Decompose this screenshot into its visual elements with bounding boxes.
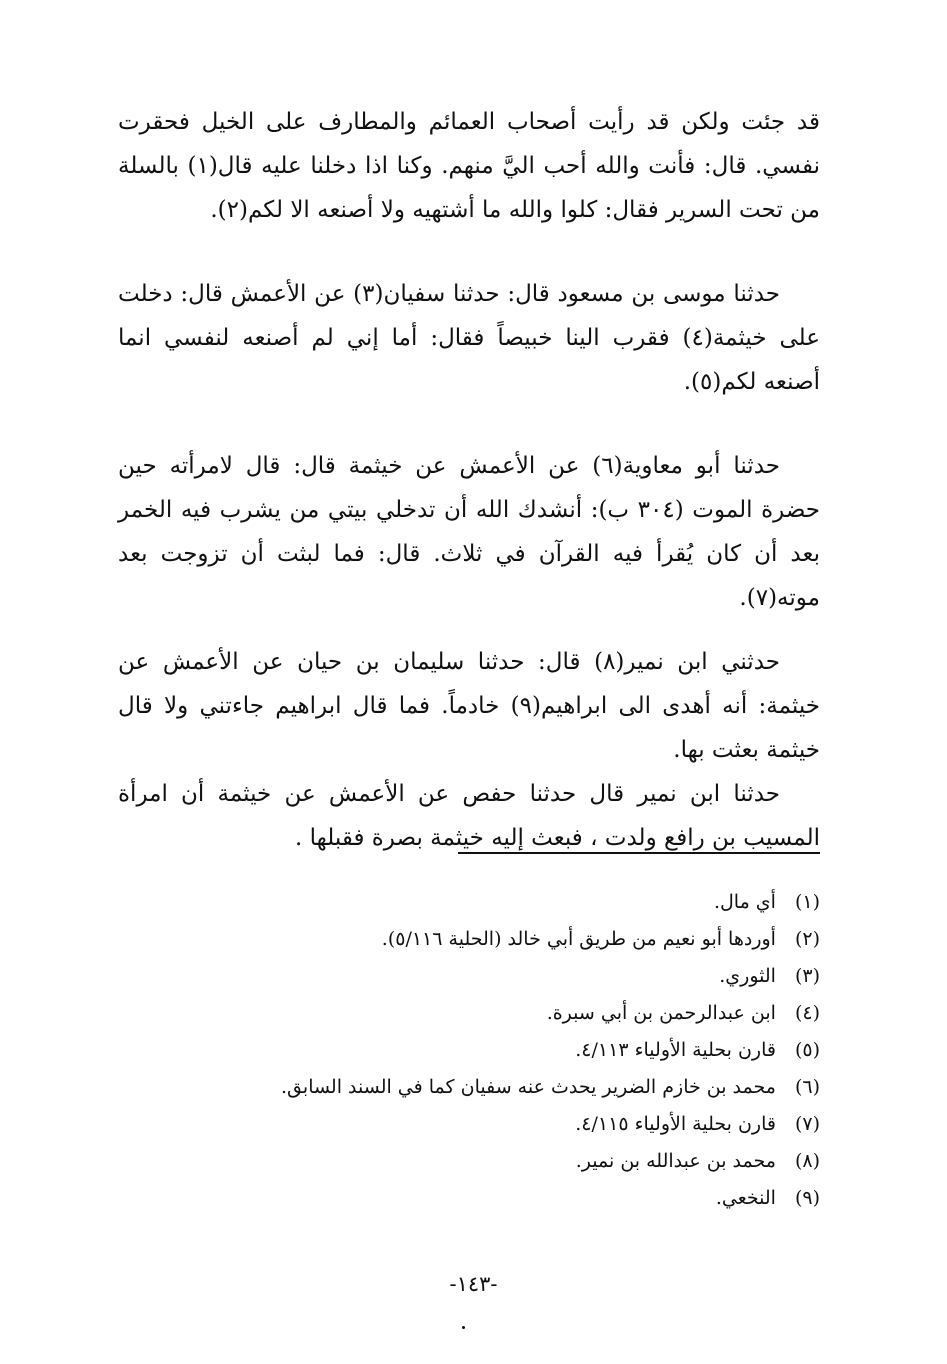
footnote-number: (٨) bbox=[794, 1150, 820, 1172]
paragraph-2: حدثنا موسى بن مسعود قال: حدثنا سفيان(٣) عن الأعمش قال: دخلت على خيثمة(٤) فقرب الينا خبيصاً فقال: أما إني لم أصنعه لنفسي انما أصنعه لكم(٥). bbox=[118, 281, 820, 395]
footnote-8 bbox=[118, 1143, 820, 1180]
footnote-number: (٧) bbox=[794, 1113, 820, 1135]
paragraph-1: قد جئت ولكن قد رأيت أصحاب العمائم والمطارف على الخيل فحقرت نفسي. قال: فأنت والله أحب اليَّ منهم. وكنا اذا دخلنا عليه قال(١) بالسلة من تحت السرير فقال: كلوا والله ما أشتهيه ولا أصنعه الا لكم(٢). bbox=[118, 109, 820, 223]
footnote-7 bbox=[118, 1106, 820, 1143]
footnote-3 bbox=[118, 958, 820, 995]
footnote-text: محمد بن خازم الضرير يحدث عنه سفيان كما في السند السابق. bbox=[281, 1076, 776, 1098]
footnote-number: (٦) bbox=[794, 1076, 820, 1098]
footnote-text: محمد بن عبدالله بن نمير. bbox=[575, 1150, 776, 1172]
footnote-9 bbox=[118, 1180, 820, 1217]
main-text bbox=[118, 100, 820, 860]
footnote-text: ابن عبدالرحمن بن أبي سبرة. bbox=[546, 1002, 776, 1024]
page-number: -١٤٣- bbox=[449, 1272, 498, 1296]
footnote-number: (٣) bbox=[794, 965, 820, 987]
paragraph-3: حدثنا أبو معاوية(٦) عن الأعمش عن خيثمة قال: قال لامرأته حين حضرة الموت (٣٠٤ ب): أنشدك الله أن تدخلي بيتي من يشرب فيه الخمر بعد أن كان يُقرأ فيه القرآن في ثلاث. قال: فما لبثت أن تزوجت بعد موته(٧). bbox=[118, 453, 821, 611]
footnote-text: قارن بحلية الأولياء ٤/١١٣. bbox=[575, 1039, 776, 1061]
footnote-2 bbox=[118, 921, 820, 958]
footnote-text: أوردها أبو نعيم من طريق أبي خالد (الحلية ٥/١١٦). bbox=[381, 928, 776, 950]
footnote-6 bbox=[118, 1069, 820, 1106]
footnote-divider bbox=[458, 852, 820, 854]
footnote-number: (٩) bbox=[794, 1187, 820, 1209]
footnote-text: أي مال. bbox=[713, 891, 776, 913]
footnote-number: (٥) bbox=[794, 1039, 820, 1061]
footnote-number: (٢) bbox=[794, 928, 820, 950]
footnote-number: (١) bbox=[794, 891, 820, 913]
paragraph-5: حدثنا ابن نمير قال حدثنا حفص عن الأعمش عن خيثمة أن امرأة المسيب بن رافع ولدت ، فبعث إليه خيثمة بصرة فقبلها . bbox=[118, 781, 820, 851]
page-dot bbox=[462, 1326, 465, 1329]
footnote-number: (٤) bbox=[794, 1002, 820, 1024]
footnote-text: قارن بحلية الأولياء ٤/١١٥. bbox=[575, 1113, 776, 1135]
footnotes-list bbox=[118, 884, 820, 1217]
paragraph-4: حدثني ابن نمير(٨) قال: حدثنا سليمان بن حيان عن الأعمش عن خيثمة: أنه أهدى الى ابراهيم(٩) خادماً. فما قال ابراهيم جاءتني ولا قال خيثمة بعثت بها. bbox=[118, 649, 820, 763]
footnote-1 bbox=[118, 884, 820, 921]
footnote-text: النخعي. bbox=[715, 1187, 776, 1209]
footnote-5 bbox=[118, 1032, 820, 1069]
footnote-4 bbox=[118, 995, 820, 1032]
footnote-text: الثوري. bbox=[719, 965, 776, 987]
